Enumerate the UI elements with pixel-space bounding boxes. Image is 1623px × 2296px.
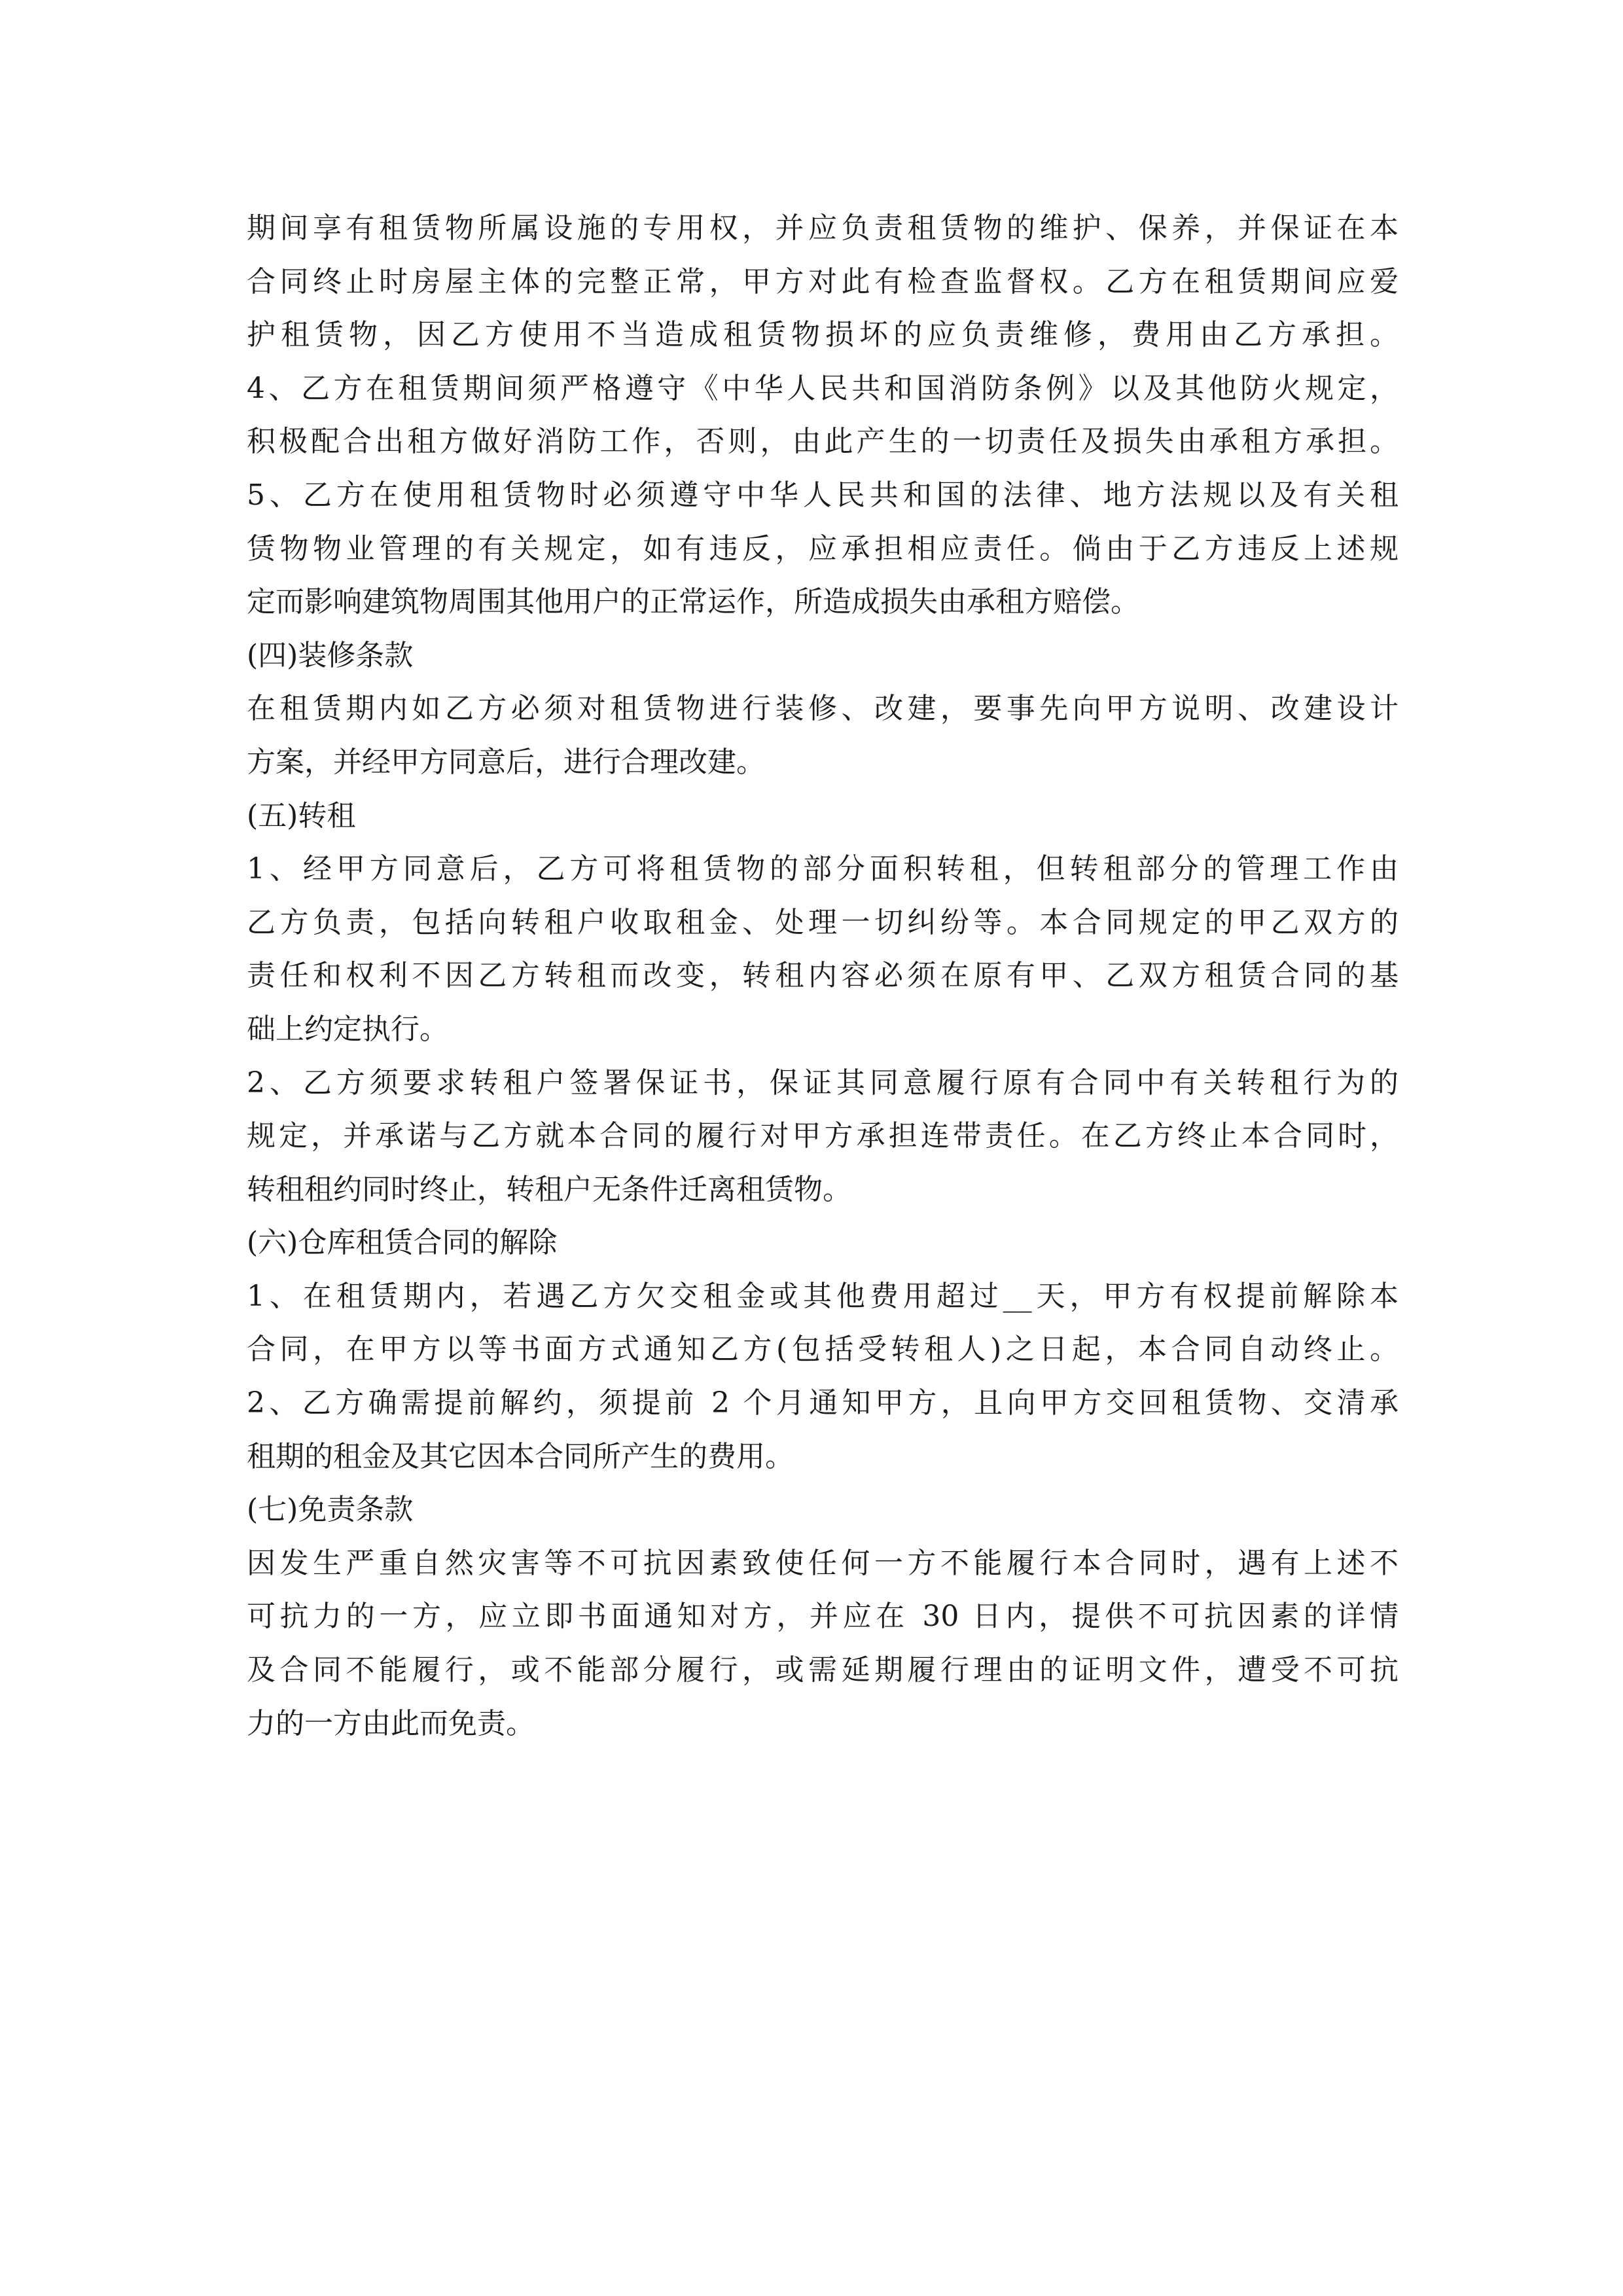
document-line: 4、乙方在租赁期间须严格遵守《中华人民共和国消防条例》以及其他防火规定， [247, 371, 1399, 405]
document-line: 5、乙方在使用租赁物时必须遵守中华人民共和国的法律、地方法规以及有关租 [247, 478, 1399, 512]
document-body [247, 202, 1399, 1750]
document-line: 责任和权利不因乙方转租而改变，转租内容必须在原有甲、乙双方租赁合同的基 [247, 959, 1399, 993]
document-line: 赁物物业管理的有关规定，如有违反，应承担相应责任。倘由于乙方违反上述规 [247, 531, 1399, 565]
document-line: 规定，并承诺与乙方就本合同的履行对甲方承担连带责任。在乙方终止本合同时， [247, 1119, 1399, 1153]
document-line: 积极配合出租方做好消防工作，否则，由此产生的一切责任及损失由承租方承担。 [247, 425, 1399, 459]
document-line: 及合同不能履行，或不能部分履行，或需延期履行理由的证明文件，遭受不可抗 [247, 1653, 1399, 1687]
document-line: 方案，并经甲方同意后，进行合理改建。 [247, 745, 765, 779]
document-line: 期间享有租赁物所属设施的专用权，并应负责租赁物的维护、保养，并保证在本 [247, 211, 1399, 245]
document-line: 1、在租赁期内，若遇乙方欠交租金或其他费用超过__天，甲方有权提前解除本 [247, 1279, 1399, 1313]
document-line: 转租租约同时终止，转租户无条件迁离租赁物。 [247, 1172, 851, 1206]
document-line: 护租赁物，因乙方使用不当造成租赁物损坏的应负责维修，费用由乙方承担。 [247, 318, 1399, 352]
document-line: 乙方负责，包括向转租户收取租金、处理一切纠纷等。本合同规定的甲乙双方的 [247, 905, 1399, 939]
document-line: (四)装修条款 [247, 638, 414, 672]
document-line: 定而影响建筑物周围其他用户的正常运作，所造成损失由承租方赔偿。 [247, 585, 1139, 619]
document-line: (六)仓库租赁合同的解除 [247, 1226, 558, 1260]
document-line: 1、经甲方同意后，乙方可将租赁物的部分面积转租，但转租部分的管理工作由 [247, 852, 1399, 886]
document-line: 合同终止时房屋主体的完整正常，甲方对此有检查监督权。乙方在租赁期间应爱 [247, 264, 1399, 298]
document-line: 因发生严重自然灾害等不可抗因素致使任何一方不能履行本合同时，遇有上述不 [247, 1546, 1399, 1580]
document-line: 在租赁期内如乙方必须对租赁物进行装修、改建，要事先向甲方说明、改建设计 [247, 692, 1399, 726]
document-line: 可抗力的一方，应立即书面通知对方，并应在 30 日内，提供不可抗因素的详情 [247, 1600, 1399, 1634]
document-line: 合同，在甲方以等书面方式通知乙方(包括受转租人)之日起，本合同自动终止。 [247, 1333, 1399, 1367]
document-line: 2、乙方须要求转租户签署保证书，保证其同意履行原有合同中有关转租行为的 [247, 1066, 1399, 1100]
document-line: 租期的租金及其它因本合同所产生的费用。 [247, 1439, 794, 1473]
document-line: 2、乙方确需提前解约，须提前 2 个月通知甲方，且向甲方交回租赁物、交清承 [247, 1386, 1399, 1420]
document-line: 力的一方由此而免责。 [247, 1706, 535, 1740]
document-line: (七)免责条款 [247, 1493, 414, 1527]
document-line: 础上约定执行。 [247, 1012, 448, 1046]
document-line: (五)转租 [247, 798, 356, 833]
